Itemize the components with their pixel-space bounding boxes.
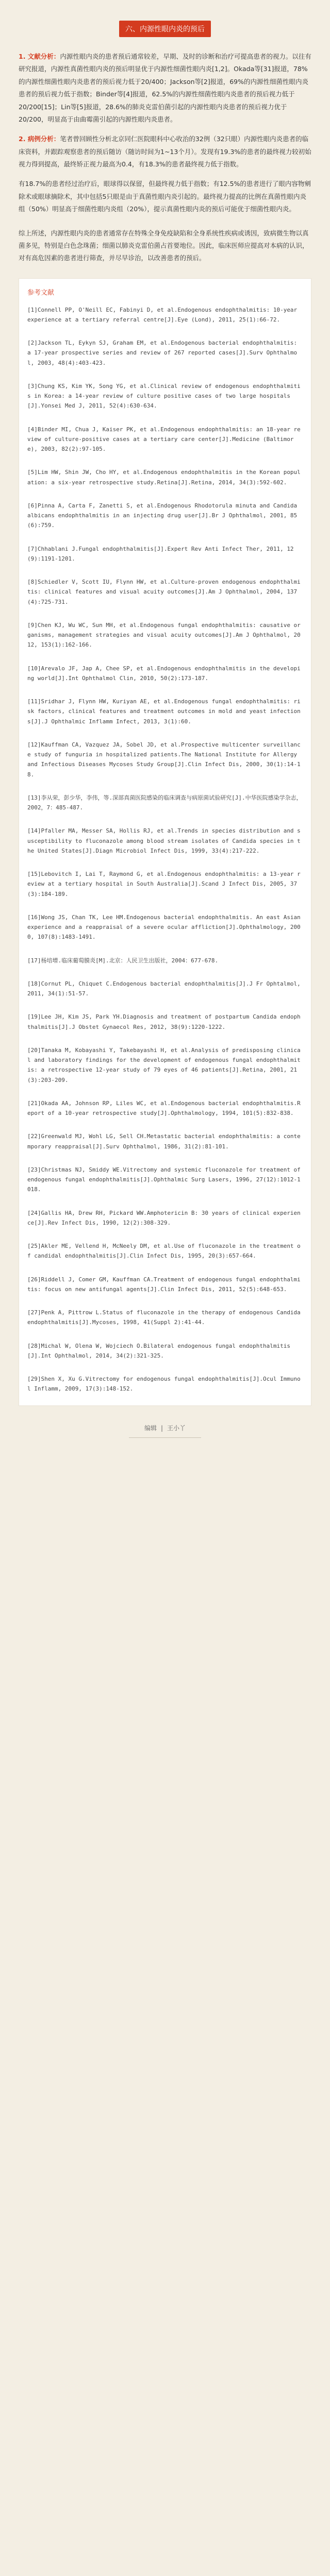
reference-item: [6]Pinna A, Carta F, Zanetti S, et al.Endogenous Rhodotorula minuta and Candida albicans endophthalmitis in an injecting drug user[J].Br J Ophthalmol, 2001, 85(6):759. — [27, 502, 298, 529]
footer-separator: | — [160, 1424, 163, 1432]
footer-divider — [129, 1437, 201, 1438]
paragraph-lead: 2. 病例分析： — [19, 135, 60, 143]
reference-item: [17]杨培增.临床葡萄膜炎[M].北京：人民卫生出版社，2004：677-678. — [27, 957, 219, 964]
reference-item: [7]Chhablani J.Fungal endophthalmitis[J].Expert Rev Anti Infect Ther, 2011, 12(9):1191-1201. — [27, 545, 294, 562]
paragraph-text: 内源性眼内炎的患者预后通常较差，早期、及时的诊断和治疗可提高患者的视力。以往有研究报道，内源性真菌性眼内炎的预后明显优于内源性细菌性眼内炎[1,2]。Okada等[31]报道，78%的内源性细菌性眼内炎患者的预后视力低于20/400；Jackson等[2]报道，69%的内源性细菌性眼内炎患者的预后视力低于指数；Binder等[4]报道，62.5%的内源性细菌性眼内炎患者的预后视力低于20/200[15]；Lin等[5]报道，28.6%的肺炎克雷伯菌引起的内源性眼内炎患者的预后视力优于20/200，明显高于由曲霉菌引起的内源性眼内炎患者。 — [19, 53, 311, 123]
references-box — [19, 278, 311, 1406]
reference-item: [8]Schiedler V, Scott IU, Flynn HW, et al.Culture-proven endogenous endophthalmitis: clinical features and visual acuity outcomes[J].Am J Ophthalmol, 2004, 137(4):725-731. — [27, 579, 301, 605]
reference-item: [10]Arevalo JF, Jap A, Chee SP, et al.Endogenous endophthalmitis in the developing world[J].Int Ophthalmol Clin, 2010, 50(2):173-187. — [27, 665, 301, 682]
section-header — [19, 21, 311, 37]
reference-item: [25]Akler ME, Vellend H, McNeely DM, et al.Use of fluconazole in the treatment of candidal endophthalmitis[J].Clin Infect Dis, 1995, 20(3):657-664. — [27, 1243, 301, 1260]
reference-item: [19]Lee JH, Kim JS, Park YH.Diagnosis and treatment of postpartum Candida endophthalmitis[J].J Obstet Gynaecol Res, 2012, 38(9):1220-1222. — [27, 1013, 301, 1030]
reference-item: [2]Jackson TL, Eykyn SJ, Graham EM, et al.Endogenous bacterial endophthalmitis: a 17-year prospective series and review of 267 reported cases[J].Surv Ophthalmol, 2003, 48(4):403-423. — [27, 340, 298, 366]
reference-item: [14]Pfaller MA, Messer SA, Hollis RJ, et al.Trends in species distribution and susceptibility to fluconazole among blood stream isolates of Candida species in the United States[J].Diagn Microbiol Infect Dis, 1999, 33(4):217-222. — [27, 827, 301, 854]
editor-name: 王小丫 — [167, 1424, 186, 1432]
reference-item: [20]Tanaka M, Kobayashi Y, Takebayashi H, et al.Analysis of predisposing clinical and laboratory findings for the development of endogenous fungal endophthalmitis: a retrospective 12-year study of 79 eyes of 46 patients[J].Retina, 2001, 21(3):203-209. — [27, 1046, 301, 1083]
footer — [19, 1423, 311, 1446]
reference-item: [29]Shen X, Xu G.Vitrectomy for endogenous fungal endophthalmitis[J].Ocul Immunol Inflamm, 2009, 17(3):148-152. — [27, 1376, 301, 1393]
reference-item: [26]Riddell J, Comer GM, Kauffman CA.Treatment of endogenous fungal endophthalmitis: focus on new antifungal agents[J].Clin Infect Dis, 2011, 52(5):648-653. — [27, 1276, 301, 1293]
paragraph-outcomes — [19, 178, 311, 215]
paragraph-text: 笔者曾回顾性分析北京同仁医院眼科中心收治的32例（32只眼）内源性眼内炎患者的临床资料，并跟踪观察患者的预后随访（随访时间为1~13个月）。发现有19.3%的患者的最终视力较初始视力得到提高，最终矫正视力最高为0.4，有18.3%的患者最终视力低于指数。 — [19, 135, 311, 168]
reference-item: [3]Chung KS, Kim YK, Song YG, et al.Clinical review of endogenous endophthalmitis in Korea: a 14-year review of culture positive cases of two large hospitals[J].Yonsei Med J, 2011, 52(4):630-634. — [27, 382, 301, 410]
references-list — [27, 305, 303, 1394]
body-text — [19, 50, 311, 265]
reference-item: [13]李从荣，彭少华，李伟，等.深部真菌医院感染的临床调查与病原菌试验研究[J].中华医院感染学杂志，2002，7：485-487. — [27, 794, 302, 811]
paragraph-literature-analysis — [19, 50, 311, 126]
paragraph-lead: 1. 文献分析： — [19, 53, 60, 60]
reference-item: [4]Binder MI, Chua J, Kaiser PK, et al.Endogenous endophthalmitis: an 18-year review of culture-positive cases at a tertiary care center[J].Medicine (Baltimore), 2003, 82(2):97-105. — [27, 426, 301, 453]
editor-label: 编辑 — [144, 1424, 157, 1432]
reference-item: [16]Wong JS, Chan TK, Lee HM.Endogenous bacterial endophthalmitis. An east Asian experience and a reappraisal of a severe ocular affliction[J].Ophthalmology, 2000, 107(8):1483-1491. — [27, 913, 301, 941]
reference-item: [9]Chen KJ, Wu WC, Sun MH, et al.Endogenous fungal endophthalmitis: causative organisms, management strategies and visual acuity outcomes[J].Am J Ophthalmol, 2012, 153(1):162-166. — [27, 621, 301, 649]
reference-item: [11]Sridhar J, Flynn HW, Kuriyan AE, et al.Endogenous fungal endophthalmitis: risk factors, clinical features and treatment outcomes in mold and yeast infections[J].J Ophthalmic Inflamm Infect, 2013, 3(1):60. — [27, 698, 301, 725]
reference-item: [18]Cornut PL, Chiquet C.Endogenous bacterial endophthalmitis[J].J Fr Ophtalmol, 2011, 34(1):51-57. — [27, 980, 301, 997]
reference-item: [22]Greenwald MJ, Wohl LG, Sell CH.Metastatic bacterial endophthalmitis: a contemporary reappraisal[J].Surv Ophthalmol, 1986, 31(2):81-101. — [27, 1133, 301, 1150]
section-title: 六、内源性眼内炎的预后 — [119, 21, 211, 37]
reference-item: [12]Kauffman CA, Vazquez JA, Sobel JD, et al.Prospective multicenter surveillance study of funguria in hospitalized patients.The National Institute for Allergy and Infectious Diseases Mycoses Study Group[J].Clin Infect Dis, 2000, 30(1):14-18. — [27, 741, 301, 778]
paragraph-case-analysis — [19, 133, 311, 171]
reference-item: [5]Lim HW, Shin JW, Cho HY, et al.Endogenous endophthalmitis in the Korean population: a six-year retrospective study.Retina[J].Retina, 2014, 34(3):592-602. — [27, 469, 301, 486]
reference-item: [28]Michal W, Olena W, Wojciech O.Bilateral endogenous fungal endophthalmitis[J].Int Ophthalmol, 2014, 34(2):321-325. — [27, 1342, 290, 1359]
reference-item: [27]Penk A, Pittrow L.Status of fluconazole in the therapy of endogenous Candida endophthalmitis[J].Mycoses, 1998, 41(Suppl 2):41-44. — [27, 1309, 301, 1326]
reference-item: [1]Connell PP, O'Neill EC, Fabinyi D, et al.Endogenous endophthalmitis: 10-year experience at a tertiary referral centre[J].Eye (Lond), 2011, 25(1):66-72. — [27, 306, 298, 323]
paragraph-text: 有18.7%的患者经过治疗后，眼球得以保留，但最终视力低于指数；有12.5%的患者进行了眼内容物剜除术或眼球摘除术，其中包括5只眼是由于真菌性眼内炎引起的。最终视力提高的比例在真菌性眼内炎组（50%）明显高于细菌性眼内炎组（20%），提示真菌性眼内炎的预后可能优于细菌性眼内炎。 — [19, 180, 311, 213]
paragraph-conclusion: 综上所述，内源性眼内炎的患者通常存在特殊全身免疫缺陷和全身系统性疾病或诱因，致病微生物以真菌多见，特别是白色念珠菌；细菌以肺炎克雷伯菌占首要地位。因此，临床医师应提高对本病的认识，对有高危因素的患者进行筛查，并尽早诊治，以改善患者的预后。 — [19, 229, 309, 262]
reference-item: [23]Christmas NJ, Smiddy WE.Vitrectomy and systemic fluconazole for treatment of endogenous fungal endophthalmitis[J].Ophthalmic Surg Lasers, 1996, 27(12):1012-1018. — [27, 1166, 301, 1193]
reference-item: [15]Lebovitch I, Lai T, Raymond G, et al.Endogenous endophthalmitis: a 13-year review at a tertiary hospital in South Australia[J].Scand J Infect Dis, 2005, 37(3):184-189. — [27, 871, 301, 897]
reference-item: [24]Gallis HA, Drew RH, Pickard WW.Amphotericin B: 30 years of clinical experience[J].Rev Infect Dis, 1990, 12(2):308-329. — [27, 1209, 301, 1226]
reference-item: [21]Okada AA, Johnson RP, Liles WC, et al.Endogenous bacterial endophthalmitis.Report of a 10-year retrospective study[J].Ophthalmology, 1994, 101(5):832-838. — [27, 1099, 301, 1117]
references-title: 参考文献 — [27, 289, 55, 297]
